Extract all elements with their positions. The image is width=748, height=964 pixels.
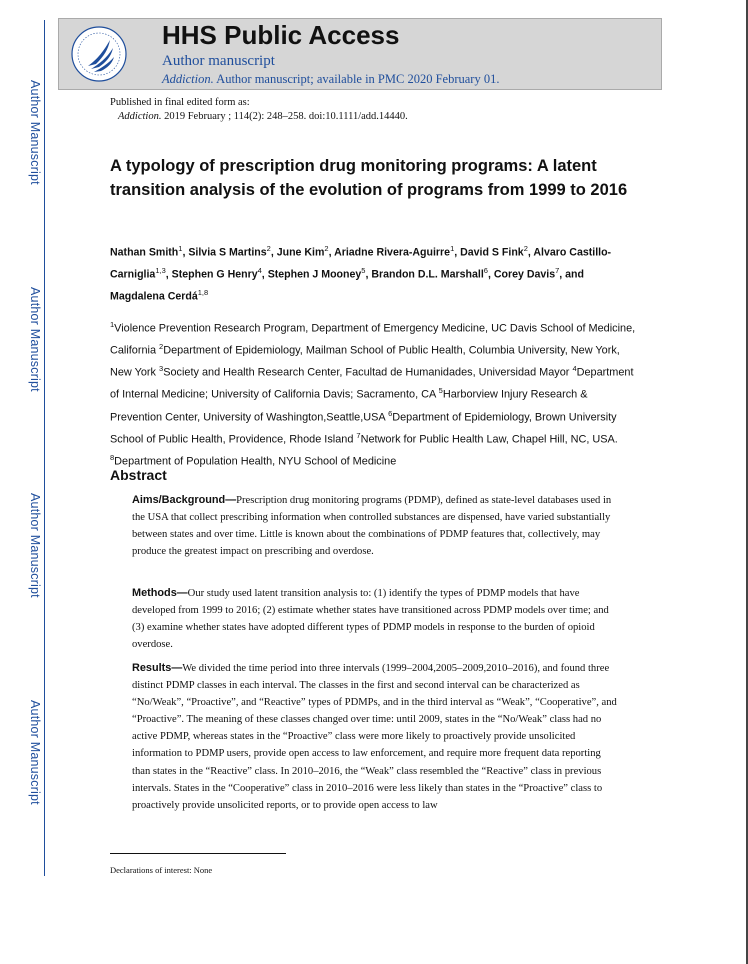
author-separator: , [261, 268, 268, 281]
author-manuscript-label: Author Manuscript [28, 493, 42, 598]
margin-rule [44, 20, 45, 876]
abstract-results [132, 660, 617, 814]
affiliation-number: 5 [438, 386, 443, 396]
author-separator: , [487, 268, 494, 281]
abstract-methods [132, 585, 617, 653]
author-separator: , [527, 246, 534, 259]
footnote-rule [110, 853, 286, 854]
author-separator: , [365, 268, 372, 281]
author-affiliation-marker: 2 [324, 244, 329, 253]
affiliation-text: Network for Public Health Law, Chapel Hill, NC, USA. [360, 433, 618, 446]
author-name: Nathan Smith [110, 246, 179, 259]
results-text: We divided the time period into three intervals (1999–2004,2005–2009,2010–2016), and found three distinct PDMP classes in each interval. The classes in the first and second interval can be characterized as “No/Weak”, “Proactive”, and “Reactive” types of PDMPs, and in the third interval as “Weak”, “Cooperative”, and “Proactive”. The meaning of these classes changed over time: until 2009, states in the “No/Weak” class had no active PDMP, whereas states in the “Proactive” class were more likely to proactively provide unsolicited information to PDMP users, provide open access to law enforcement, and require more frequent data reporting than states in the “Reactive” class. In 2010–2016, the “Weak” class resembled the “Reactive” class in previous intervals. States in the “Cooperative” class in 2010–2016 were less likely than states in the “Proactive” class to proactively provide unsolicited reports, or to provide open access to law [132, 663, 617, 811]
author-name: Brandon D.L. Marshall [371, 268, 484, 281]
author-name: Alvaro Castillo-Carniglia [110, 246, 612, 281]
citation-details: 2019 February ; 114(2): 248–258. doi:10.1111/add.14440. [164, 111, 408, 122]
affiliation-text: Department of Epidemiology, Mailman School of Public Health, Columbia University, New York, New York [110, 344, 620, 379]
author-affiliation-marker: 1 [178, 244, 183, 253]
affiliation-text: Society and Health Research Center, Facultad de Humanidades, Universidad Mayor [163, 366, 573, 379]
results-label: Results— [132, 662, 183, 674]
author-affiliation-marker: 1 [450, 244, 455, 253]
hhs-title: HHS Public Access [162, 20, 400, 50]
author-affiliation-marker: 2 [266, 244, 271, 253]
affiliation-number: 6 [388, 408, 393, 418]
affiliation-text: Harborview Injury Research & Prevention Center, University of Washington,Seattle,USA [110, 389, 588, 424]
author-name: Ariadne Rivera-Aguirre [334, 246, 451, 259]
hhs-eagle-seal-icon [66, 24, 132, 84]
author-separator: , [328, 246, 335, 259]
author-affiliation-marker: 2 [523, 244, 528, 253]
author-name: Corey Davis [493, 268, 556, 281]
author-name: June Kim [276, 246, 325, 259]
author-name: Stephen G Henry [171, 268, 258, 281]
author-affiliation-marker: 1,3 [155, 266, 166, 276]
affiliation-number: 7 [356, 430, 361, 440]
availability-line [162, 72, 499, 87]
methods-label: Methods— [132, 587, 188, 599]
footnote: Declarations of interest: None [110, 865, 213, 875]
manuscript-type: Author manuscript [162, 53, 275, 69]
author-manuscript-label: Author Manuscript [28, 700, 42, 805]
citation-line [118, 111, 408, 122]
affiliation-text: Department of Epidemiology, Brown University School of Public Health, Providence, Rhode Island [110, 411, 617, 446]
affiliation-text: Violence Prevention Research Program, Department of Emergency Medicine, UC Davis School of Medicine, California [110, 322, 636, 357]
affiliation-number: 2 [159, 342, 164, 352]
author-list [110, 240, 630, 306]
affiliation-number: 3 [159, 364, 164, 374]
affiliation-number: 4 [572, 364, 577, 374]
methods-text: Our study used latent transition analysis to: (1) identify the types of PDMP models that have developed from 1999 to 2016; (2) estimate whether states have transitioned across PDMP models over time; and (3) examine whether states have adopted different types of PDMP models in response to the burden of opioid overdose. [132, 588, 609, 651]
affiliation-text: Department of Internal Medicine; University of California Davis; Sacramento, CA [110, 366, 634, 401]
author-affiliation-marker: 1,8 [197, 288, 209, 298]
journal-name: Addiction. [162, 72, 214, 86]
published-label: Published in final edited form as: [110, 97, 250, 108]
author-separator: , [182, 246, 189, 259]
availability-text: Author manuscript; available in PMC 2020 February 01. [216, 72, 500, 86]
author-separator: , and [559, 268, 584, 281]
aims-label: Aims/Background— [132, 494, 237, 506]
author-affiliation-marker: 6 [483, 266, 488, 276]
author-manuscript-label: Author Manuscript [28, 80, 42, 185]
author-name: Silvia S Martins [188, 246, 267, 259]
author-separator: , [270, 246, 277, 259]
author-separator: , [454, 246, 461, 259]
author-affiliation-marker: 7 [555, 266, 560, 276]
article-title: A typology of prescription drug monitoring programs: A latent transition analysis of the evolution of programs from 1999 to 2016 [110, 157, 628, 199]
author-affiliation-marker: 5 [361, 266, 366, 276]
affiliation-number: 1 [110, 320, 115, 329]
author-name: Magdalena Cerdá [110, 290, 198, 303]
citation-journal: Addiction. [118, 111, 162, 122]
author-name: Stephen J Mooney [267, 268, 362, 281]
author-name: David S Fink [460, 246, 524, 259]
author-manuscript-label: Author Manuscript [28, 287, 42, 392]
author-affiliation-marker: 4 [257, 266, 262, 276]
affiliation-number: 8 [110, 452, 115, 462]
abstract-aims [132, 492, 617, 560]
author-separator: , [165, 268, 172, 281]
affiliations [110, 316, 636, 471]
affiliation-text: Department of Population Health, NYU School of Medicine [114, 455, 397, 468]
abstract-heading: Abstract [110, 467, 167, 483]
aims-text: Prescription drug monitoring programs (PDMP), defined as state-level databases used in the USA that collect prescribing information when controlled substances are dispensed, have varied substantially between states and over time. Little is known about the combinations of PDMP features that, collectively, may produce the greatest impact on prescribing and overdose. [132, 495, 612, 558]
